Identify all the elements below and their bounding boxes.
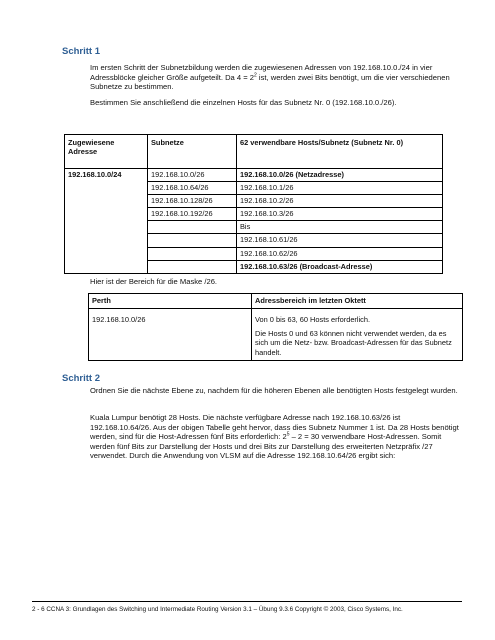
mask-range-text: Hier ist der Bereich für die Maske /26. (90, 277, 218, 286)
subnet-cell: 192.168.10.0/26 (148, 169, 237, 182)
host-cell: 192.168.10.61/26 (237, 234, 443, 247)
column-header-range: Adressbereich im letzten Oktett (252, 294, 463, 309)
subnet-cell: 192.168.10.128/26 (148, 195, 237, 208)
table-header-row (89, 294, 463, 309)
assigned-address-cell: 192.168.10.0/24 (65, 169, 148, 274)
subnet-cell: 192.168.10.192/26 (148, 208, 237, 221)
subnet-cell: 192.168.10.64/26 (148, 182, 237, 195)
step-1-paragraph-2: Bestimmen Sie anschließend die einzelnen Hosts für das Subnetz Nr. 0 (192.168.10.0./26). (90, 98, 397, 107)
empty-subnet-cell (148, 221, 237, 234)
step-1-heading: Schritt 1 (62, 46, 101, 57)
table-header-row (65, 135, 443, 169)
empty-subnet-cell (148, 260, 237, 273)
page-footer: 2 - 6 CCNA 3: Grundlagen des Switching und Intermediate Routing Version 3.1 – Übung 9.3.6 Copyright © 2003, Cisco Systems, Inc. (32, 606, 403, 613)
host-cell: 192.168.10.63/26 (Broadcast-Adresse) (237, 260, 443, 273)
step-1-paragraph-1: Im ersten Schritt der Subnetzbildung werden die zugewiesenen Adressen von 192.168.10.0./24 in vier Adressblöcke gleicher Größe aufgeteilt. Da $4 = 2^2$ ist, werden zwei Bits benötigt, um die vier verschiedenen Subnetze zu bestimmen. (90, 63, 450, 92)
perth-range-text: Von 0 bis 63, 60 Hosts erforderlich. (255, 315, 371, 324)
step-2-heading: Schritt 2 (62, 373, 101, 384)
footer-divider (32, 601, 462, 602)
perth-range-cell (252, 309, 463, 361)
step-2-paragraph-1: Ordnen Sie die nächste Ebene zu, nachdem für die höheren Ebenen alle benötigten Hosts festgelegt wurden. (90, 386, 458, 395)
perth-network-cell: 192.168.10.0/26 (89, 309, 252, 361)
perth-range-note: Die Hosts 0 und 63 können nicht verwendet werden, da es sich um die Netz- bzw. Broadcast-Adressen für das Subnetz handelt. (255, 328, 452, 357)
host-cell: 192.168.10.1/26 (237, 182, 443, 195)
host-cell: 192.168.10.62/26 (237, 247, 443, 260)
column-header-perth: Perth (89, 294, 252, 309)
host-cell: 192.168.10.2/26 (237, 195, 443, 208)
column-header-assigned: Zugewiesene Adresse (65, 135, 148, 169)
table-row (89, 309, 463, 361)
host-cell: 192.168.10.3/26 (237, 208, 443, 221)
column-header-hosts: 62 verwendbare Hosts/Subnetz (Subnetz Nr. 0) (237, 135, 443, 169)
perth-table (88, 293, 463, 361)
column-header-subnets: Subnetze (148, 135, 237, 169)
subnet-table (64, 134, 443, 274)
step-2-paragraph-2: Kuala Lumpur benötigt 28 Hosts. Die nächste verfügbare Adresse nach 192.168.10.63/26 ist 192.168.10.64/26. Aus der obigen Tabelle geht hervor, dass dies Subnetz Nummer 1 ist. Da 28 Hosts benötigt werden, sind für die Host-Adressen fünf Bits erforderlich: $2^5 - 2 = 30$ verwendbare Host-Adressen. Somit werden fünf Bits zur Darstellung der Hosts und drei Bits zur Darstellung des erweiterten Netzpräfix /27 verwendet. Durch die Anwendung von VLSM auf die Adresse 192.168.10.64/26 ergibt sich: (90, 413, 459, 461)
table-row (65, 169, 443, 182)
host-cell: 192.168.10.0/26 (Netzadresse) (237, 169, 443, 182)
host-cell: Bis (237, 221, 443, 234)
empty-subnet-cell (148, 247, 237, 260)
empty-subnet-cell (148, 234, 237, 247)
